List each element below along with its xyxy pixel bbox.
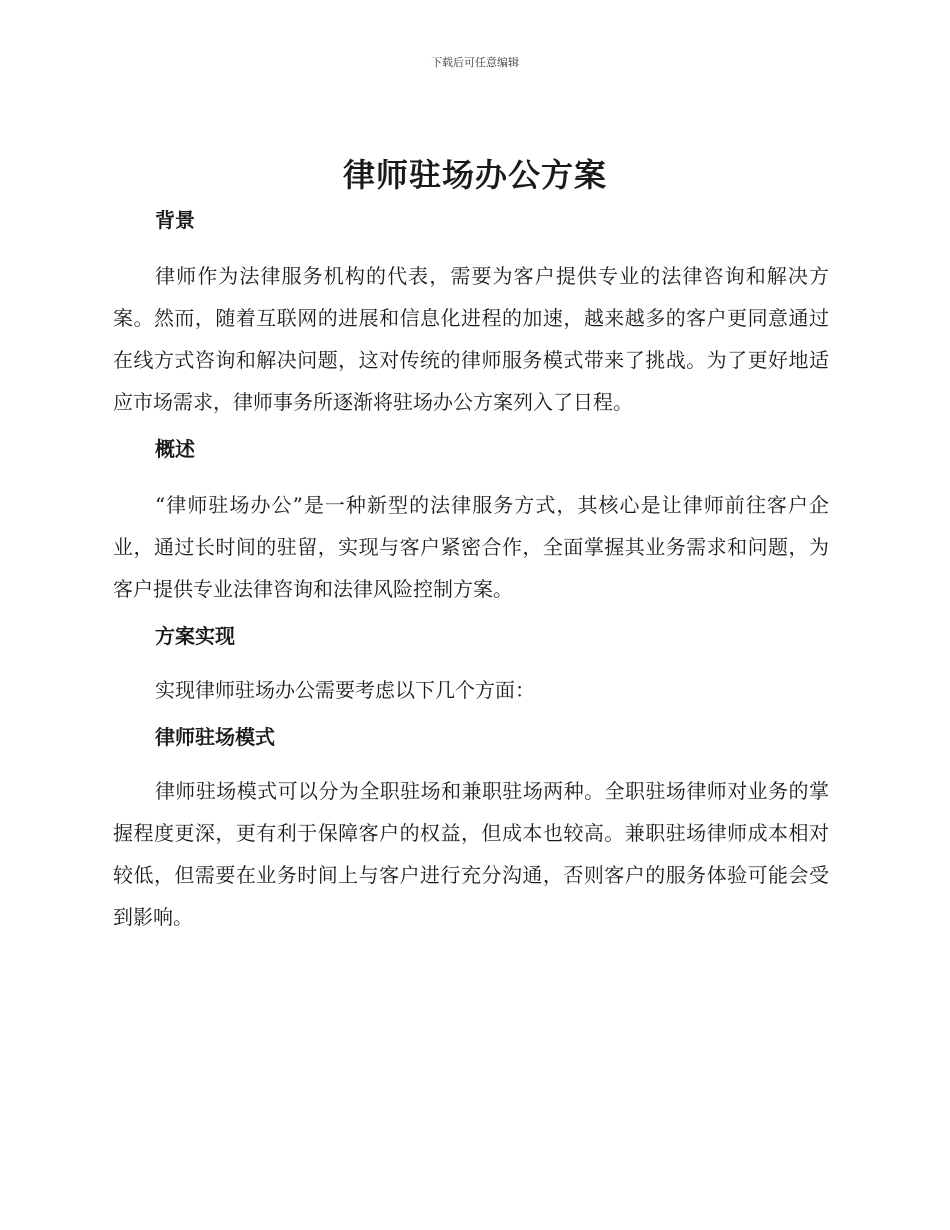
- section-heading-onsite-mode: 律师驻场模式: [155, 725, 275, 749]
- page-header-note: 下载后可任意编辑: [431, 56, 519, 69]
- section-paragraph-implementation: 实现律师驻场办公需要考虑以下几个方面：: [155, 678, 535, 702]
- section-heading-implementation: 方案实现: [155, 624, 235, 648]
- section-heading-overview: 概述: [155, 437, 195, 461]
- section-heading-background: 背景: [155, 208, 195, 232]
- document-title: 律师驻场办公方案: [342, 156, 607, 194]
- section-paragraph-onsite-mode: 律师驻场模式可以分为全职驻场和兼职驻场两种。全职驻场律师对业务的掌握程度更深，更有利于保障客户的权益，但成本也较高。兼职驻场律师成本相对较低，但需要在业务时间上与客户进行充分沟通，否则客户的服务体验可能会受到影响。: [113, 779, 829, 929]
- document-body: [113, 200, 829, 938]
- section-paragraph-overview: “律师驻场办公”是一种新型的法律服务方式，其核心是让律师前往客户企业，通过长时间的驻留，实现与客户紧密合作，全面掌握其业务需求和问题，为客户提供专业法律咨询和法律风险控制方案。: [113, 493, 829, 601]
- section-paragraph-background: 律师作为法律服务机构的代表，需要为客户提供专业的法律咨询和解决方案。然而，随着互联网的进展和信息化进程的加速，越来越多的客户更同意通过在线方式咨询和解决问题，这对传统的律师服务模式带来了挑战。为了更好地适应市场需求，律师事务所逐渐将驻场办公方案列入了日程。: [113, 264, 829, 414]
